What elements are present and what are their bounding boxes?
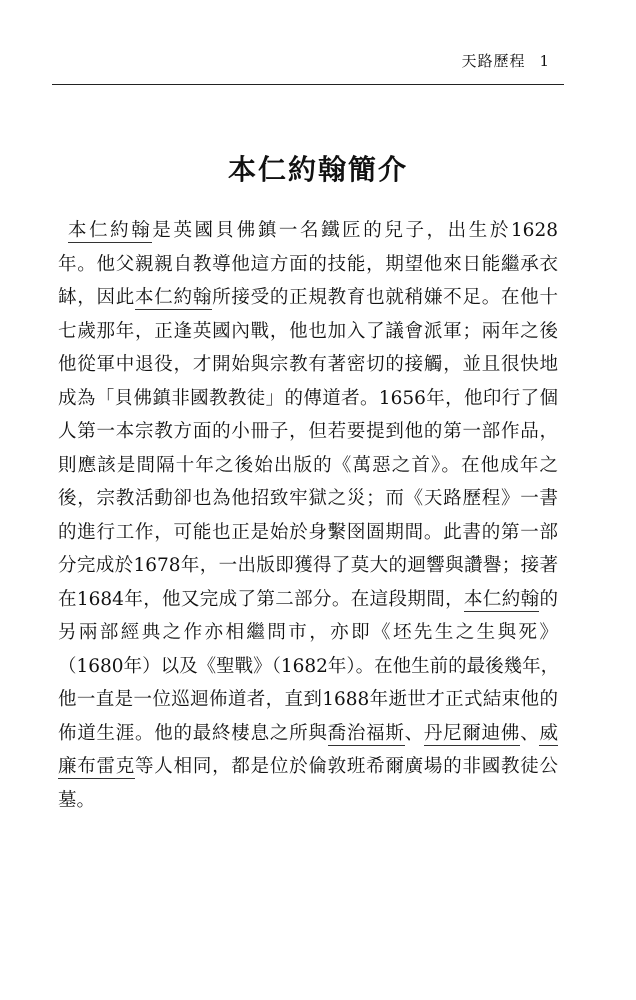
body-text: [58, 214, 558, 817]
text-line: 分完成於1678年，一出版即獲得了莫大的迴響與讚譽；接著: [58, 555, 558, 576]
text-line: 他從軍中退役，才開始與宗教有著密切的接觸，並且很快地: [58, 354, 558, 375]
underlined-name: 本仁約翰: [463, 588, 540, 610]
text-line: 七歲那年，正逢英國內戰，他也加入了議會派軍；兩年之後: [58, 320, 558, 342]
underlined-name: 廉布雷克: [58, 756, 136, 777]
text-line: 墓。: [58, 789, 96, 811]
underlined-name: 本仁約翰: [68, 220, 153, 241]
text-line: 他一直是一位巡迴佈道者，直到1688年逝世才正式結束他的: [58, 689, 558, 710]
page-number: 1: [539, 52, 550, 70]
running-header-title: 天路歷程: [461, 52, 526, 70]
text-line: 在1684年，他又完成了第二部分。在這段期間，本仁約翰的: [58, 588, 558, 610]
text-line: 廉布雷克等人相同，都是位於倫敦班希爾廣場的非國教徒公: [58, 756, 558, 777]
text-line: 另兩部經典之作亦相繼問市，亦即《坯先生之生與死》: [58, 622, 558, 643]
text-line: 成為「貝佛鎮非國教教徒」的傳道者。1656年，他印行了個: [58, 387, 558, 409]
running-header: [461, 50, 550, 71]
text-line: 年。他父親親自教導他這方面的技能，期望他來日能繼承衣: [58, 253, 558, 275]
underlined-name: 威: [539, 722, 558, 744]
underlined-name: 本仁約翰: [135, 287, 213, 308]
underlined-name: 喬治福斯: [327, 722, 405, 744]
text-line: 後，宗教活動卻也為他招致牢獄之災；而《天路歷程》一書: [58, 488, 558, 509]
header-rule: [52, 84, 564, 85]
chapter-title: 本仁約翰簡介: [227, 153, 408, 186]
text-line: 的進行工作，可能也正是始於身繫囹圄期間。此書的第一部: [58, 521, 558, 543]
text-line: （1680年）以及《聖戰》（1682年）。在他生前的最後幾年，: [58, 655, 560, 677]
text-line: 人第一本宗教方面的小冊子，但若要提到他的第一部作品，: [58, 421, 558, 442]
text-line: 缽，因此本仁約翰所接受的正規教育也就稍嫌不足。在他十: [58, 287, 558, 308]
text-line: 本仁約翰是英國貝佛鎮一名鐵匠的兒子，出生於1628: [68, 220, 558, 241]
text-line: 則應該是間隔十年之後始出版的《萬惡之首》。在他成年之: [58, 454, 558, 476]
text-line: 佈道生涯。他的最終棲息之所與喬治福斯、丹尼爾迪佛、威: [58, 722, 558, 744]
underlined-name: 丹尼爾迪佛: [423, 722, 521, 744]
